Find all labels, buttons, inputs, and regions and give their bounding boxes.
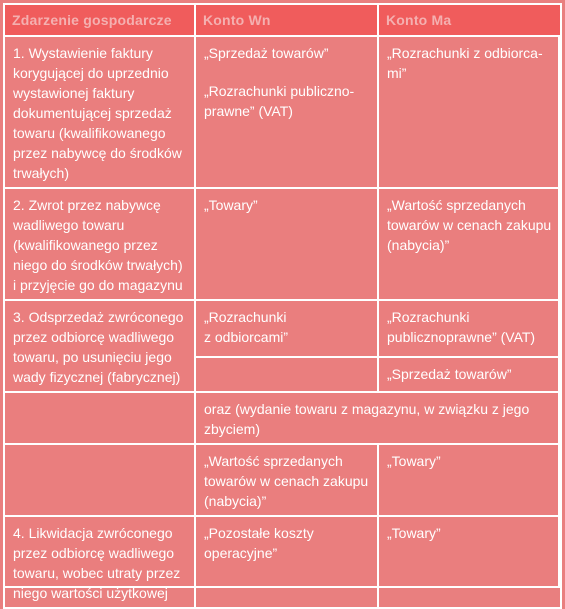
debit-cell [195,516,378,608]
event-line: wady fizycznej (fabrycznej) [13,369,181,385]
event-line: korygującej do uprzednio [13,65,169,81]
event-line: wadliwego towaru [13,217,125,233]
account-line: „Rozrachunki [204,309,287,325]
account-line: z odbiorcami” [204,329,289,345]
credit-cell [378,188,561,300]
event-line: 1. Wystawienie faktury [13,45,153,61]
debit-cell [195,444,378,516]
credit-cell [378,357,561,392]
header-debit: Konto Wn [195,4,378,36]
account-line: „Pozostałe koszty [204,525,314,541]
account-line: prawne” (VAT) [204,103,293,119]
account-line: „Sprzedaż towarów” [387,365,512,382]
event-line: trwałych) [13,165,70,181]
event-cell [4,516,195,608]
event-line: towaru, po usunięciu jego [13,349,172,365]
event-line: wystawionej faktury [13,85,135,101]
account-line: „Rozrachunki publiczno- [204,83,355,99]
event-cell [4,36,195,188]
account-line: „Sprzedaż towarów” [204,45,329,61]
event-cell [4,188,195,300]
account-line: „Towary” [387,525,441,541]
event-cell-empty [4,444,195,516]
event-cell-empty [4,392,195,444]
account-line: mi” [387,65,407,81]
event-line: przez odbiorcę wadliwego [13,545,175,561]
note-line: zbyciem) [204,421,261,437]
header-row [4,4,561,36]
account-line: „Wartość sprzedanych [204,453,343,469]
account-line: operacyjne” [204,545,278,561]
event-line: dokumentującej sprzedaż [13,105,172,121]
account-line: publicznoprawne” (VAT) [387,329,536,345]
table-row [4,392,561,444]
event-line: przez nabywcę do środków [13,145,182,161]
event-line: niego wartości użytkowej [13,585,168,601]
event-line: towaru (kwalifikowanego [13,125,166,141]
event-line: i przyjęcie go do magazynu [13,277,183,293]
spacer [204,63,370,81]
table-row [4,188,561,300]
debit-cell [195,300,378,357]
account-line: „Towary” [204,197,258,213]
event-line: 2. Zwrot przez nabywcę [13,197,161,213]
account-line: (nabycia)” [387,237,450,253]
event-line: towaru, wobec utraty przez [13,565,181,581]
table-row [4,516,561,608]
note-cell [195,392,561,444]
credit-cell [378,36,561,188]
credit-cell [378,300,561,357]
header-credit: Konto Ma [378,4,561,36]
event-line: 4. Likwidacja zwróconego [13,525,173,541]
debit-cell [195,188,378,300]
event-cell [4,300,195,392]
event-line: (kwalifikowanego przez [13,237,158,253]
debit-cell-empty [195,357,378,392]
account-line: „Wartość sprzedanych [387,197,526,213]
account-line: towarów w cenach zakupu [204,473,369,489]
note-line: oraz (wydanie towaru z magazynu, w związku z jego [204,401,530,417]
header-event: Zdarzenie gospodarcze [4,4,195,36]
account-line: „Rozrachunki z odbiorca- [387,45,543,61]
table-row [4,36,561,188]
table-row [4,300,561,357]
credit-cell [378,444,561,516]
account-line: towarów w cenach zakupu [387,217,552,233]
event-line: przez odbiorcę wadliwego [13,329,175,345]
debit-cell [195,36,378,188]
event-line: niego do środków trwałych) [13,257,183,273]
credit-cell [378,516,561,608]
account-line: (nabycia)” [204,493,267,509]
account-line: „Rozrachunki [387,309,470,325]
accounting-entries-table [3,3,562,609]
accounting-table-frame [3,3,560,601]
account-line: „Towary” [387,453,441,469]
event-line: 3. Odsprzedaż zwróconego [13,309,184,325]
table-row [4,444,561,516]
